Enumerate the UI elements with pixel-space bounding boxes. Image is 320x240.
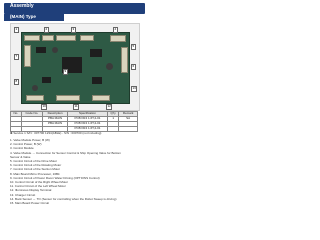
pcb-board bbox=[21, 32, 130, 104]
table-cell: 1 bbox=[107, 117, 118, 122]
legend-item: 14. Bock Sensor ↔ TO (Sensor for controlling when the Robot Sweep is driving) bbox=[10, 196, 117, 201]
connector-top-right bbox=[80, 35, 94, 41]
table-cell: PBA MAIN bbox=[43, 122, 68, 127]
connector-left bbox=[24, 45, 31, 67]
table-cell: PCB FR4 1.6T,2-01 bbox=[67, 127, 107, 132]
callout-label: 1 bbox=[15, 27, 18, 31]
legend-item: 10. Control Circuit of the Right Wheel Motor bbox=[10, 180, 69, 185]
capacitor bbox=[106, 63, 113, 70]
column-header: Description bbox=[43, 112, 68, 117]
legend-item: 2. Control Power, B (W) bbox=[10, 142, 42, 147]
section-header-bar bbox=[4, 3, 145, 14]
legend-item: 13. Charger Circuit bbox=[10, 192, 36, 197]
legend-item: 8. Main Board Micro Processor, 16Bit bbox=[10, 171, 60, 176]
column-header: Specification bbox=[67, 112, 107, 117]
legend-item: 7. Control Circuit of the Suction Motor bbox=[10, 167, 61, 172]
column-header: Q'ty bbox=[107, 112, 118, 117]
capacitor bbox=[52, 47, 58, 53]
subsection-header-bar bbox=[4, 14, 64, 21]
legend-item: 11. Control Circuit of the Left Wheel Motor bbox=[10, 184, 66, 189]
legend-item: 3. Control Module bbox=[10, 146, 34, 151]
connector-corner bbox=[110, 35, 126, 42]
callout-label: 8 bbox=[15, 79, 18, 83]
callout-label: 6 bbox=[132, 64, 135, 68]
callout-label: 9 bbox=[64, 69, 67, 73]
callout-label: 5 bbox=[132, 44, 135, 48]
section-title: Assembly bbox=[10, 3, 34, 9]
table-cell: PCB FR4 1.6T,2-01 bbox=[67, 122, 107, 127]
callout-label: 13 bbox=[132, 86, 136, 90]
connector-bottom bbox=[56, 95, 80, 101]
callout-label: 10 bbox=[42, 104, 46, 108]
connector-top bbox=[42, 35, 54, 41]
callout-label: 4 bbox=[114, 27, 117, 31]
column-header: Remark bbox=[119, 112, 138, 117]
legend-item: 6. Control Circuit of the Rotating Motor bbox=[10, 163, 62, 168]
subsection-title: (MAIN) Type bbox=[10, 14, 36, 19]
column-header: Code No. bbox=[21, 112, 43, 117]
table-cell: PCB FR4 1.6T,2-01 bbox=[67, 117, 107, 122]
motor-driver-chip bbox=[90, 49, 102, 57]
connector-top-center bbox=[56, 35, 76, 41]
legend-item: 12. Illuminous Display Terminal bbox=[10, 188, 52, 193]
driver-chip bbox=[36, 47, 46, 53]
connector-bottom-left bbox=[26, 95, 44, 101]
regulator-chip bbox=[42, 77, 51, 83]
parts-legend bbox=[10, 138, 140, 205]
connector-top-left bbox=[24, 35, 40, 41]
legend-item: 1. Valve Module Power, B (W) bbox=[10, 138, 50, 142]
parts-table bbox=[10, 111, 138, 132]
column-header: No. bbox=[11, 112, 22, 117]
callout-label: 3 bbox=[72, 27, 75, 31]
legend-item: 15. Main Board Power Circuit bbox=[10, 201, 50, 206]
table-cell: PBA MAIN bbox=[43, 117, 68, 122]
legend-item: Sensor & Valve bbox=[10, 154, 31, 159]
table-cell: SA bbox=[119, 117, 138, 122]
connector-bottom-right bbox=[92, 95, 110, 101]
legend-item: 4. Valve Module → Connection for Sensor Control & Ship Opening Valve for Bottom bbox=[10, 150, 121, 155]
charger-chip bbox=[92, 77, 102, 84]
connector-right bbox=[121, 47, 128, 73]
service-note: ✽ Service 1 S/N : 007700 1234(ABLE) - S/N : 000700 (not Including) bbox=[10, 131, 102, 135]
callout-label: 11 bbox=[74, 104, 78, 108]
legend-item: 5. Control Circuit of the Drive Motor bbox=[10, 159, 58, 164]
capacitor bbox=[32, 85, 38, 91]
callout-label: 12 bbox=[107, 104, 111, 108]
pcb-photo bbox=[10, 23, 140, 111]
callout-label: 7 bbox=[15, 54, 18, 58]
legend-item: 9. Control Circuit of Power Room Water Driving (OPTIONS Control) bbox=[10, 175, 100, 180]
callout-label: 2 bbox=[45, 27, 48, 31]
